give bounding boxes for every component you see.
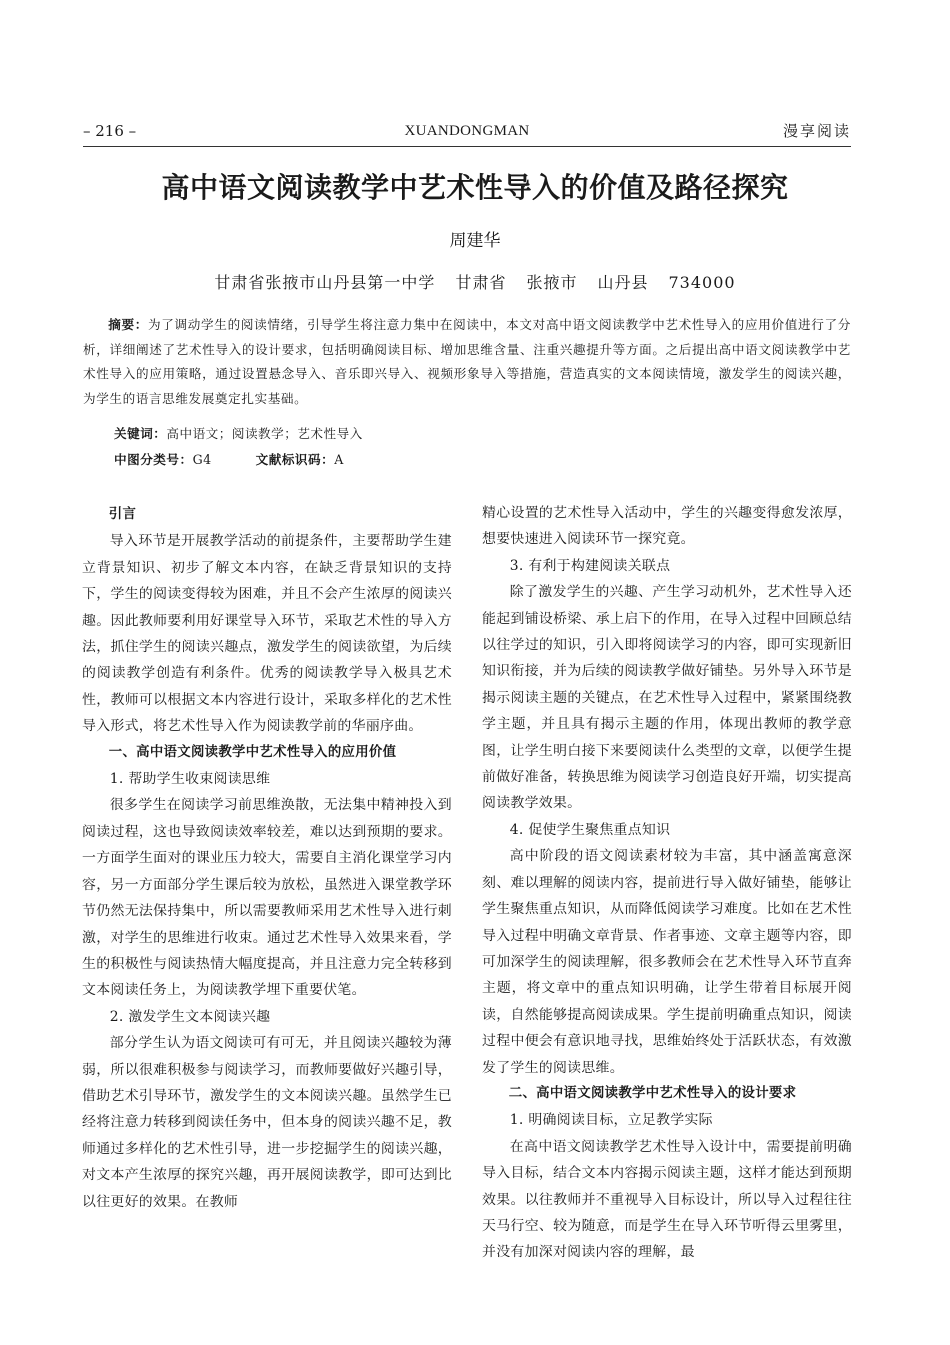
abstract-label: 摘要： [108, 317, 148, 332]
clc-value: G4 [192, 452, 212, 467]
abstract-text: 为了调动学生的阅读情绪，引导学生将注意力集中在阅读中，本文对高中语文阅读教学中艺术性导入的应用价值进行了分析，详细阐述了艺术性导入的设计要求，包括明确阅读目标、增加思维含量、注重兴趣提升等方面。之后提出高中语文阅读教学中艺术性导入的应用策略，通过设置悬念导入、音乐即兴导入、视频形象导入等措施，营造真实的文本阅读情境，激发学生的阅读兴趣，为学生的语言思维发展奠定扎实基础。 [83, 317, 851, 406]
running-header [83, 118, 851, 147]
author-affiliation [0, 271, 950, 295]
doc-code-label: 文献标识码： [255, 452, 335, 467]
paragraph-4: 高中阶段的语文阅读素材较为丰富，其中涵盖寓意深刻、难以理解的阅读内容，提前进行导入做好铺垫，能够让学生聚焦重点知识，从而降低阅读学习难度。比如在艺术性导入过程中明确文章背景、作者事迹、文章主题等内容，即可加深学生的阅读理解，很多教师会在艺术性导入环节直奔主题，将文章中的重点知识明确，让学生带着目标展开阅读，自然能够提高阅读成果。学生提前明确重点知识，阅读过程中便会有意识地寻找，思维始终处于活跃状态，有效激发了学生的阅读思维。 [482, 848, 852, 1076]
subheading-2: 2. 激发学生文本阅读兴趣 [109, 1008, 271, 1025]
keywords [83, 423, 851, 445]
subheading-3: 3. 有利于构建阅读关联点 [509, 557, 671, 574]
doc-code-value: A [334, 452, 344, 467]
journal-name: XUANDONGMAN [404, 123, 530, 139]
abstract [83, 313, 851, 411]
intro-heading: 引言 [108, 507, 137, 522]
page-number: – 216 – [83, 122, 137, 140]
section2-heading: 二、高中语文阅读教学中艺术性导入的设计要求 [508, 1085, 797, 1101]
affiliation-postcode: 734000 [668, 273, 736, 292]
clc-label: 中图分类号： [114, 452, 193, 467]
section1-heading: 一、高中语文阅读教学中艺术性导入的应用价值 [108, 744, 397, 760]
subheading-4: 4. 促使学生聚焦重点知识 [509, 821, 671, 838]
affiliation-county: 山丹县 [597, 273, 649, 292]
article-title: 高中语文阅读教学中艺术性导入的价值及路径探究 [161, 171, 789, 204]
affiliation-school: 甘肃省张掖市山丹县第一中学 [214, 273, 436, 292]
affiliation-city: 张掖市 [526, 273, 578, 292]
continued-paragraph: 精心设置的艺术性导入活动中，学生的兴趣变得愈发浓厚，想要快速进入阅读环节一探究竟。 [482, 505, 852, 548]
author-name: 周建华 [449, 231, 501, 251]
paragraph-5: 在高中语文阅读教学艺术性导入设计中，需要提前明确导入目标，结合文本内容揭示阅读主题，这样才能达到预期效果。以往教师并不重视导入目标设计，所以导入过程往往天马行空、较为随意，而是学生在导入环节听得云里雾里，并没有加深对阅读内容的理解，最 [482, 1138, 852, 1261]
paragraph-2: 部分学生认为语文阅读可有可无，并且阅读兴趣较为薄弱，所以很难积极参与阅读学习，而教师要做好兴趣引导，借助艺术引导环节，激发学生的文本阅读兴趣。虽然学生已经将注意力转移到阅读任务中，但本身的阅读兴趣不足，教师通过多样化的艺术性引导，进一步挖掘学生的阅读兴趣，对文本产生浓厚的探究兴趣，再开展阅读教学，即可达到比以往更好的效果。在教师 [82, 1035, 452, 1210]
classification-line [83, 449, 851, 471]
right-column [482, 500, 852, 1266]
affiliation-province: 甘肃省 [455, 273, 507, 292]
keywords-text: 高中语文；阅读教学；艺术性导入 [166, 426, 363, 441]
paragraph-1: 很多学生在阅读学习前思维涣散，无法集中精神投入到阅读过程，这也导致阅读效率较差，难以达到预期的要求。一方面学生面对的课业压力较大，需要自主消化课堂学习内容，另一方面部分学生课后较为放松，虽然进入课堂教学环节仍然无法保持集中，所以需要教师采用艺术性导入进行刺激，对学生的思维进行收束。通过艺术性导入效果来看，学生的积极性与阅读热情大幅度提高，并且注意力完全转移到文本阅读任务上，为阅读教学埋下重要伏笔。 [82, 797, 452, 999]
intro-paragraph: 导入环节是开展教学活动的前提条件，主要帮助学生建立背景知识、初步了解文本内容，在缺乏背景知识的支持下，学生的阅读变得较为困难，并且不会产生浓厚的阅读兴趣。因此教师要利用好课堂导入环节，采取艺术性的导入方法，抓住学生的阅读兴趣点，激发学生的阅读欲望，为后续的阅读教学创造有利条件。优秀的阅读教学导入极具艺术性，教师可以根据文本内容进行设计，采取多样化的艺术性导入形式，将艺术性导入作为阅读教学前的华丽序曲。 [82, 533, 452, 735]
subheading-1: 1. 帮助学生收束阅读思维 [109, 771, 271, 788]
column-name: 漫享阅读 [782, 122, 851, 140]
subheading-5: 1. 明确阅读目标，立足教学实际 [509, 1112, 713, 1129]
left-column [82, 500, 452, 1215]
keywords-label: 关键词： [114, 426, 167, 441]
paragraph-3: 除了激发学生的兴趣、产生学习动机外，艺术性导入还能起到铺设桥梁、承上启下的作用，在导入过程中回顾总结以往学过的知识，引入即将阅读学习的内容，即可实现新旧知识衔接，并为后续的阅读教学做好铺垫。另外导入环节是揭示阅读主题的关键点，在艺术性导入过程中，紧紧围绕教学主题，并且具有揭示主题的作用，体现出教师的教学意图，让学生明白接下来要阅读什么类型的文章，以便学生提前做好准备，转换思维为阅读学习创造良好开端，切实提高阅读教学效果。 [482, 584, 852, 812]
